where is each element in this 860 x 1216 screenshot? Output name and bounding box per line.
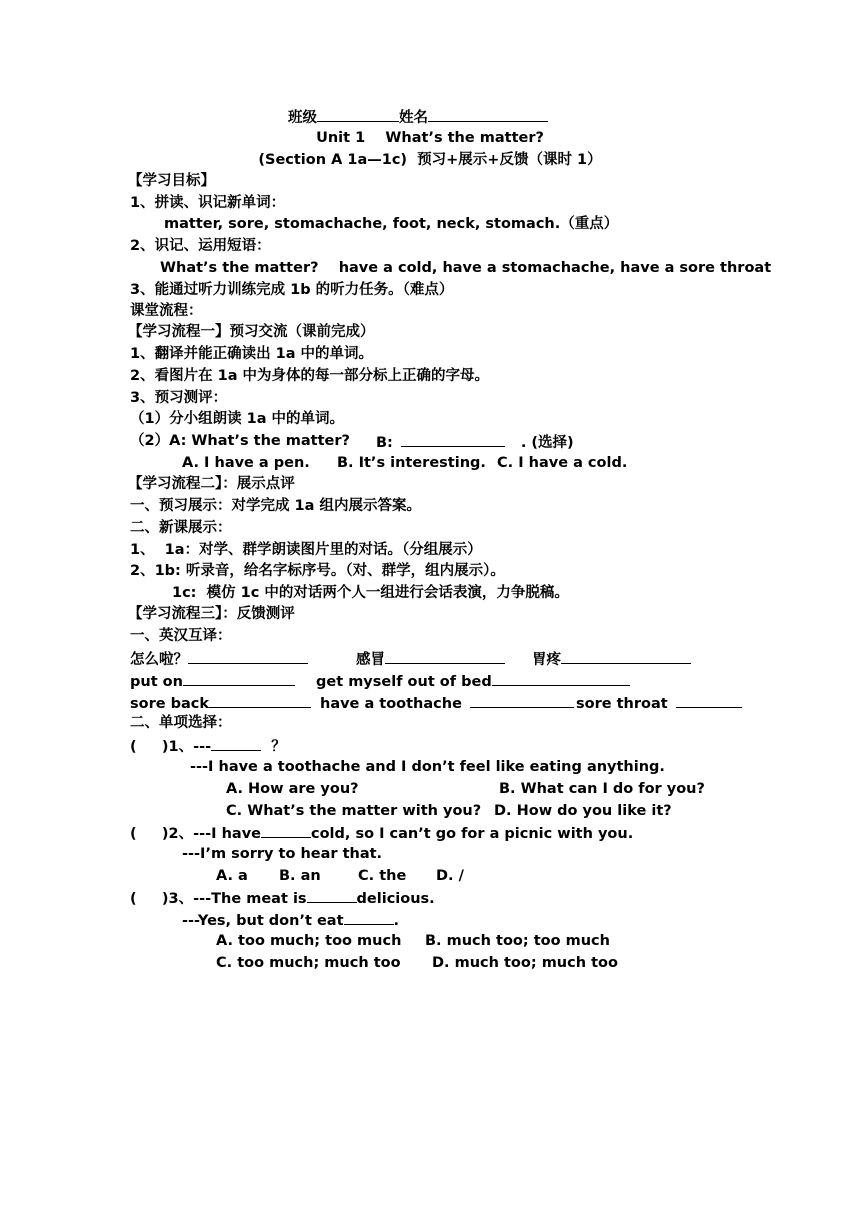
translate-label: get myself out of bed — [316, 674, 492, 690]
flow2-part-2: 二、新课展示： — [130, 520, 232, 536]
goals-heading: 【学习目标】 — [128, 173, 215, 189]
q1-option-c: C. What’s the matter with you? — [226, 803, 482, 819]
translate-item — [130, 692, 311, 712]
answer-blank[interactable] — [401, 431, 505, 447]
q3-reply — [182, 909, 399, 929]
goal-2-phrases: What’s the matter? have a cold, have a stomachache, have a sore throat — [160, 260, 772, 276]
q2-option-d: D. / — [436, 868, 464, 884]
translate-item — [356, 648, 505, 668]
flow2-heading: 【学习流程二】：展示点评 — [128, 476, 295, 492]
q3-option-b: B. much too; too much — [425, 933, 610, 949]
translate-label: put on — [130, 674, 183, 690]
q1-answer: ---I have a toothache and I don’t feel like eating anything. — [190, 759, 665, 775]
translate-label: have a toothache — [320, 696, 462, 712]
q3-number: ( )3、---The meat is — [130, 891, 307, 907]
q2-option-a: A. a — [216, 868, 248, 884]
b-label: B: — [376, 435, 393, 451]
class-blank[interactable] — [317, 106, 399, 122]
name-label: 姓名 — [399, 110, 428, 126]
translate-item — [320, 692, 574, 712]
translate-item — [532, 648, 691, 668]
translate-label: 怎么啦？ — [130, 652, 188, 668]
choose-tail: . (选择) — [520, 435, 574, 451]
flow1-test-2-question: （2）A: What’s the matter? — [130, 433, 350, 449]
translate-blank[interactable] — [676, 692, 742, 708]
translate-blank[interactable] — [209, 692, 311, 708]
translate-item — [576, 692, 742, 712]
q1-tail: ？ — [261, 739, 286, 755]
flow1-step-2: 2、看图片在 1a 中为身体的每一部分标上正确的字母。 — [130, 368, 490, 384]
q3-line — [130, 887, 435, 907]
q1-blank[interactable] — [211, 735, 261, 751]
translate-blank[interactable] — [470, 692, 574, 708]
translate-blank[interactable] — [385, 648, 505, 664]
section-title: (Section A 1a—1c) 预习+展示+反馈（课时 1） — [258, 152, 602, 168]
flow1-test-1: （1）分小组朗读 1a 中的单词。 — [130, 411, 345, 427]
class-label: 班级 — [288, 110, 317, 126]
q3-reply-blank[interactable] — [344, 909, 394, 925]
q3-blank[interactable] — [307, 887, 357, 903]
class-flow-label: 课堂流程： — [130, 303, 203, 319]
translate-blank[interactable] — [188, 648, 308, 664]
translate-label: sore back — [130, 696, 210, 712]
q2-option-c: C. the — [358, 868, 407, 884]
q1-option-b: B. What can I do for you? — [499, 781, 705, 797]
translate-item — [130, 670, 295, 690]
flow2-item-2: 2、1b: 听录音，给名字标序号。（对、群学，组内展示）。 — [130, 563, 505, 579]
translate-label: sore throat — [576, 696, 668, 712]
name-blank[interactable] — [428, 106, 548, 122]
q3-reply-end: . — [393, 913, 400, 929]
goal-1: 1、拼读、识记新单词： — [130, 195, 286, 211]
q3-reply-text: ---Yes, but don’t eat — [182, 913, 344, 929]
q2-number: ( )2、---I have — [130, 826, 261, 842]
q3-option-d: D. much too; much too — [432, 955, 618, 971]
goal-3: 3、能通过听力训练完成 1b 的听力任务。（难点） — [130, 282, 454, 298]
option-c: C. I have a cold. — [497, 455, 628, 471]
option-b: B. It’s interesting. — [337, 455, 486, 471]
q2-line — [130, 822, 633, 842]
flow3-heading: 【学习流程三】：反馈测评 — [128, 606, 295, 622]
class-name-line — [288, 106, 548, 126]
q3-option-a: A. too much; too much — [216, 933, 402, 949]
q3-option-c: C. too much; much too — [216, 955, 401, 971]
q3-tail: delicious. — [356, 891, 435, 907]
flow1-heading: 【学习流程一】预习交流（课前完成） — [128, 324, 375, 340]
q1-line — [130, 735, 286, 755]
goal-1-words: matter, sore, stomachache, foot, neck, stomach.（重点） — [164, 216, 619, 232]
flow2-item-1: 1、 1a：对学、群学朗读图片里的对话。（分组展示） — [130, 542, 482, 558]
q1-number: ( )1、--- — [130, 739, 212, 755]
flow1-step-3: 3、预习测评： — [130, 390, 228, 406]
translate-item — [316, 670, 630, 690]
flow1-step-1: 1、翻译并能正确读出 1a 中的单词。 — [130, 346, 374, 362]
unit-title: Unit 1 What’s the matter? — [316, 130, 544, 146]
q1-option-a: A. How are you? — [226, 781, 359, 797]
flow2-item-3: 1c: 模仿 1c 中的对话两个人一组进行会话表演，力争脱稿。 — [172, 585, 569, 601]
q2-answer: ---I’m sorry to hear that. — [182, 846, 383, 862]
translation-part: 一、英汉互译： — [130, 628, 232, 644]
translate-blank[interactable] — [492, 670, 630, 686]
goal-2: 2、识记、运用短语： — [130, 238, 271, 254]
translate-blank[interactable] — [183, 670, 295, 686]
choice-part: 二、单项选择： — [130, 715, 232, 731]
translate-label: 感冒 — [356, 652, 385, 668]
translate-item — [130, 648, 308, 668]
q2-blank[interactable] — [261, 822, 311, 838]
flow2-part-1: 一、预习展示：对学完成 1a 组内展示答案。 — [130, 498, 421, 514]
translate-blank[interactable] — [561, 648, 691, 664]
translate-label: 胃疼 — [532, 652, 561, 668]
option-a: A. I have a pen. — [182, 455, 310, 471]
flow1-test-2-b — [376, 431, 574, 451]
q2-option-b: B. an — [279, 868, 321, 884]
q1-option-d: D. How do you like it? — [494, 803, 672, 819]
q2-tail: cold, so I can’t go for a picnic with you. — [310, 826, 634, 842]
